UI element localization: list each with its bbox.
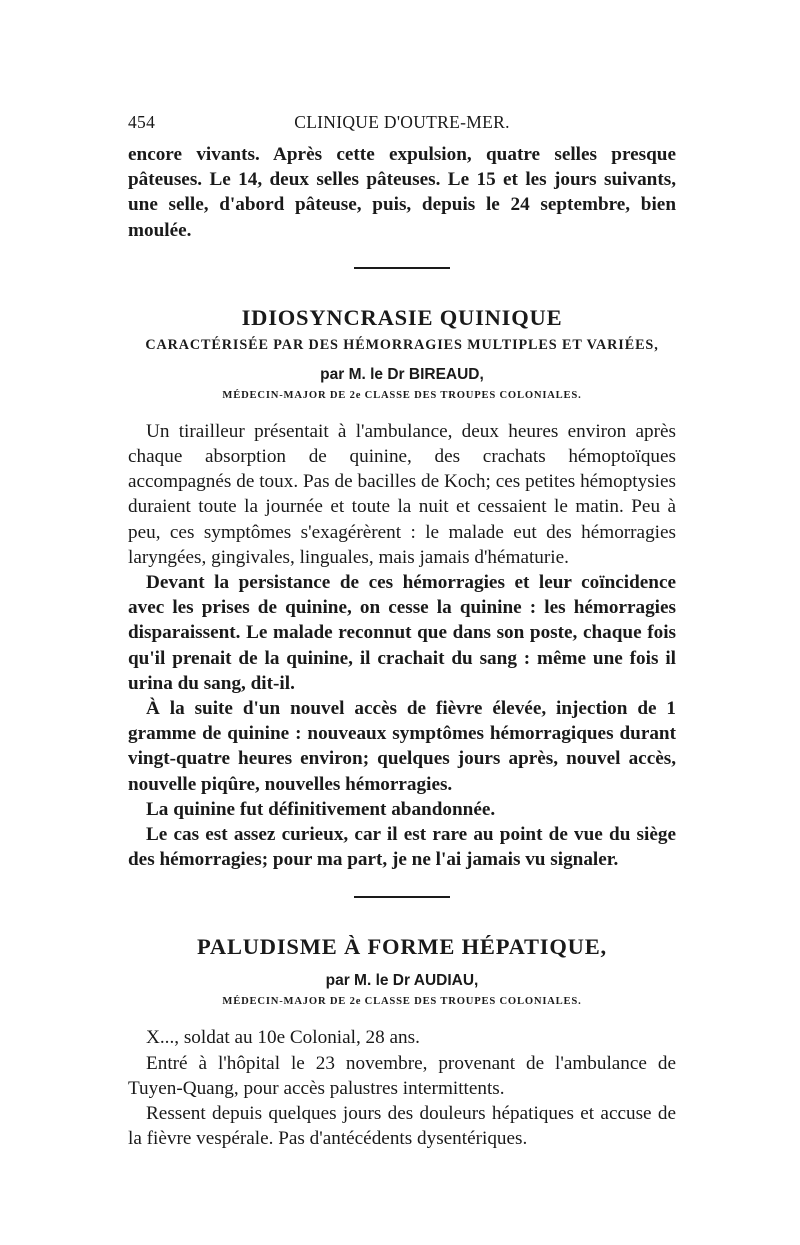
article1-author-rank: MÉDECIN-MAJOR DE 2e CLASSE DES TROUPES COLONIALES. [222,389,582,401]
article1-title: IDIOSYNCRASIE QUINIQUE [241,304,563,330]
book-page [128,112,676,1151]
intro-paragraph: encore vivants. Après cette expulsion, quatre selles presque pâteuses. Le 14, deux selles pâteuses. Le 15 et les jours suivants, une selle, d'abord pâteuse, puis, depuis le 24 septembre, bien moulée. [128,144,676,241]
section-divider-1 [354,267,450,269]
article2-paragraph: X..., soldat au 10e Colonial, 28 ans. [146,1027,420,1049]
article2-author-rank: MÉDECIN-MAJOR DE 2e CLASSE DES TROUPES COLONIALES. [222,996,582,1008]
article1-paragraph: La quinine fut définitivement abandonnée. [146,798,496,820]
article1-paragraph: Devant la persistance de ces hémorragies et leur coïncidence avec les prises de quinine, on cesse la quinine : les hémorragies disparaissent. Le malade reconnut que dans son poste, chaque fois qu'il prenait de la quinine, il crachait du sang : même une fois il urina du sang, dit-il. [128,572,676,694]
article2-title: PALUDISME À FORME HÉPATIQUE, [197,934,607,960]
running-header [128,112,676,142]
article2-byline: par M. le Dr AUDIAU, [325,972,479,990]
article1-byline: par M. le Dr BIREAUD, [320,365,484,383]
article2-body [128,1025,676,1151]
article1-paragraph: Un tirailleur présentait à l'ambulance, deux heures environ après chaque absorption de quinine, des crachats hémoptoïques accompagnés de toux. Pas de bacilles de Koch; ces petites hémoptysies duraient toute la journée et toute la nuit et cessaient le matin. Peu à peu, ces symptômes s'exagérèrent : le malade eut des hémorragies laryngées, gingivales, linguales, mais jamais d'hématurie. [128,420,676,568]
article2-paragraph: Ressent depuis quelques jours des douleurs hépatiques et accuse de la fièvre vespérale. Pas d'antécédents dysentériques. [128,1103,676,1150]
article1-body [128,419,676,873]
section-divider-2 [354,896,450,898]
article1-paragraph: Le cas est assez curieux, car il est rare au point de vue du siège des hémorragies; pour ma part, je ne l'ai jamais vu signaler. [128,824,676,871]
running-title: CLINIQUE D'OUTRE-MER. [294,112,510,132]
article1-subtitle: CARACTÉRISÉE PAR DES HÉMORRAGIES MULTIPLES ET VARIÉES, [145,336,659,353]
page-number: 454 [128,112,156,132]
article1-paragraph: À la suite d'un nouvel accès de fièvre élevée, injection de 1 gramme de quinine : nouveaux symptômes hémorragiques durant vingt-quatre heures environ; quelques jours après, nouvel accès, nouvelle piqûre, nouvelles hémorragies. [128,698,676,795]
article2-paragraph: Entré à l'hôpital le 23 novembre, provenant de l'ambulance de Tuyen-Quang, pour accès palustres intermittents. [128,1052,676,1099]
